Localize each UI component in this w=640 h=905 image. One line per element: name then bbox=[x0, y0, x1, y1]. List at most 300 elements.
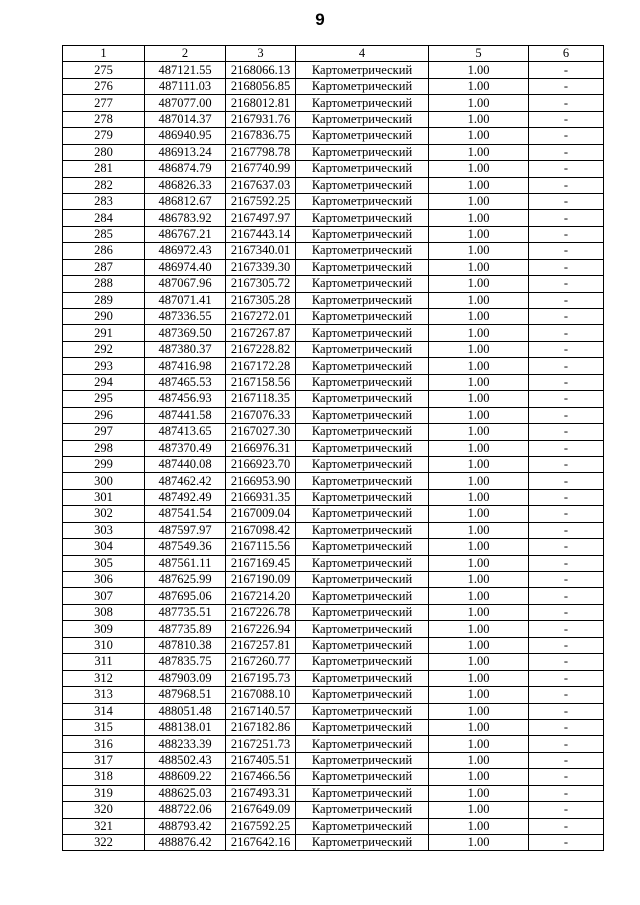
y-coordinate-cell: 2167118.35 bbox=[226, 391, 296, 407]
point-number-cell: 314 bbox=[63, 703, 145, 719]
table-row bbox=[63, 473, 604, 489]
method-cell: Картометрический bbox=[296, 572, 429, 588]
method-cell: Картометрический bbox=[296, 752, 429, 768]
y-coordinate-cell: 2167182.86 bbox=[226, 719, 296, 735]
x-coordinate-cell: 487441.58 bbox=[145, 407, 226, 423]
method-cell: Картометрический bbox=[296, 785, 429, 801]
table-row bbox=[63, 161, 604, 177]
x-coordinate-cell: 488793.42 bbox=[145, 818, 226, 834]
table-row bbox=[63, 588, 604, 604]
table-row bbox=[63, 276, 604, 292]
y-coordinate-cell: 2167214.20 bbox=[226, 588, 296, 604]
table-row bbox=[63, 687, 604, 703]
accuracy-cell: 1.00 bbox=[429, 489, 529, 505]
point-number-cell: 322 bbox=[63, 835, 145, 851]
point-number-cell: 287 bbox=[63, 259, 145, 275]
table-row bbox=[63, 424, 604, 440]
note-cell: - bbox=[529, 407, 604, 423]
y-coordinate-cell: 2167226.78 bbox=[226, 604, 296, 620]
note-cell: - bbox=[529, 785, 604, 801]
accuracy-cell: 1.00 bbox=[429, 736, 529, 752]
point-number-cell: 308 bbox=[63, 604, 145, 620]
accuracy-cell: 1.00 bbox=[429, 835, 529, 851]
x-coordinate-cell: 486940.95 bbox=[145, 128, 226, 144]
method-cell: Картометрический bbox=[296, 670, 429, 686]
method-cell: Картометрический bbox=[296, 243, 429, 259]
accuracy-cell: 1.00 bbox=[429, 341, 529, 357]
method-cell: Картометрический bbox=[296, 210, 429, 226]
point-number-cell: 285 bbox=[63, 226, 145, 242]
table-row bbox=[63, 802, 604, 818]
table-row bbox=[63, 374, 604, 390]
accuracy-cell: 1.00 bbox=[429, 456, 529, 472]
x-coordinate-cell: 486812.67 bbox=[145, 193, 226, 209]
note-cell: - bbox=[529, 835, 604, 851]
point-number-cell: 292 bbox=[63, 341, 145, 357]
point-number-cell: 321 bbox=[63, 818, 145, 834]
x-coordinate-cell: 487416.98 bbox=[145, 358, 226, 374]
accuracy-cell: 1.00 bbox=[429, 785, 529, 801]
x-coordinate-cell: 487370.49 bbox=[145, 440, 226, 456]
accuracy-cell: 1.00 bbox=[429, 292, 529, 308]
table-body bbox=[63, 62, 604, 851]
point-number-cell: 313 bbox=[63, 687, 145, 703]
note-cell: - bbox=[529, 588, 604, 604]
accuracy-cell: 1.00 bbox=[429, 802, 529, 818]
table-row bbox=[63, 243, 604, 259]
y-coordinate-cell: 2168066.13 bbox=[226, 62, 296, 78]
table-row bbox=[63, 193, 604, 209]
accuracy-cell: 1.00 bbox=[429, 391, 529, 407]
point-number-cell: 312 bbox=[63, 670, 145, 686]
method-cell: Картометрический bbox=[296, 802, 429, 818]
accuracy-cell: 1.00 bbox=[429, 572, 529, 588]
point-number-cell: 306 bbox=[63, 572, 145, 588]
table-row bbox=[63, 440, 604, 456]
note-cell: - bbox=[529, 670, 604, 686]
method-cell: Картометрический bbox=[296, 835, 429, 851]
method-cell: Картометрический bbox=[296, 177, 429, 193]
accuracy-cell: 1.00 bbox=[429, 670, 529, 686]
point-number-cell: 320 bbox=[63, 802, 145, 818]
y-coordinate-cell: 2167257.81 bbox=[226, 637, 296, 653]
x-coordinate-cell: 488051.48 bbox=[145, 703, 226, 719]
x-coordinate-cell: 486972.43 bbox=[145, 243, 226, 259]
method-cell: Картометрический bbox=[296, 604, 429, 620]
y-coordinate-cell: 2167098.42 bbox=[226, 522, 296, 538]
y-coordinate-cell: 2167267.87 bbox=[226, 325, 296, 341]
point-number-cell: 304 bbox=[63, 539, 145, 555]
y-coordinate-cell: 2167272.01 bbox=[226, 309, 296, 325]
x-coordinate-cell: 487111.03 bbox=[145, 78, 226, 94]
accuracy-cell: 1.00 bbox=[429, 769, 529, 785]
y-coordinate-cell: 2168012.81 bbox=[226, 95, 296, 111]
table-row bbox=[63, 719, 604, 735]
note-cell: - bbox=[529, 325, 604, 341]
note-cell: - bbox=[529, 210, 604, 226]
y-coordinate-cell: 2166976.31 bbox=[226, 440, 296, 456]
point-number-cell: 309 bbox=[63, 621, 145, 637]
method-cell: Картометрический bbox=[296, 407, 429, 423]
point-number-cell: 300 bbox=[63, 473, 145, 489]
method-cell: Картометрический bbox=[296, 687, 429, 703]
point-number-cell: 295 bbox=[63, 391, 145, 407]
point-number-cell: 298 bbox=[63, 440, 145, 456]
method-cell: Картометрический bbox=[296, 193, 429, 209]
accuracy-cell: 1.00 bbox=[429, 276, 529, 292]
column-header: 3 bbox=[226, 46, 296, 62]
accuracy-cell: 1.00 bbox=[429, 719, 529, 735]
table-row bbox=[63, 670, 604, 686]
note-cell: - bbox=[529, 736, 604, 752]
x-coordinate-cell: 486783.92 bbox=[145, 210, 226, 226]
accuracy-cell: 1.00 bbox=[429, 588, 529, 604]
accuracy-cell: 1.00 bbox=[429, 177, 529, 193]
y-coordinate-cell: 2167088.10 bbox=[226, 687, 296, 703]
method-cell: Картометрический bbox=[296, 489, 429, 505]
x-coordinate-cell: 487380.37 bbox=[145, 341, 226, 357]
x-coordinate-cell: 488233.39 bbox=[145, 736, 226, 752]
x-coordinate-cell: 487462.42 bbox=[145, 473, 226, 489]
point-number-cell: 297 bbox=[63, 424, 145, 440]
point-number-cell: 315 bbox=[63, 719, 145, 735]
y-coordinate-cell: 2167642.16 bbox=[226, 835, 296, 851]
x-coordinate-cell: 487625.99 bbox=[145, 572, 226, 588]
y-coordinate-cell: 2167115.56 bbox=[226, 539, 296, 555]
x-coordinate-cell: 487465.53 bbox=[145, 374, 226, 390]
method-cell: Картометрический bbox=[296, 506, 429, 522]
method-cell: Картометрический bbox=[296, 818, 429, 834]
x-coordinate-cell: 487369.50 bbox=[145, 325, 226, 341]
y-coordinate-cell: 2166931.35 bbox=[226, 489, 296, 505]
accuracy-cell: 1.00 bbox=[429, 687, 529, 703]
table-row bbox=[63, 506, 604, 522]
x-coordinate-cell: 488722.06 bbox=[145, 802, 226, 818]
y-coordinate-cell: 2167226.94 bbox=[226, 621, 296, 637]
note-cell: - bbox=[529, 539, 604, 555]
method-cell: Картометрический bbox=[296, 111, 429, 127]
x-coordinate-cell: 487067.96 bbox=[145, 276, 226, 292]
method-cell: Картометрический bbox=[296, 259, 429, 275]
x-coordinate-cell: 487336.55 bbox=[145, 309, 226, 325]
y-coordinate-cell: 2166923.70 bbox=[226, 456, 296, 472]
x-coordinate-cell: 486913.24 bbox=[145, 144, 226, 160]
table-row bbox=[63, 752, 604, 768]
note-cell: - bbox=[529, 309, 604, 325]
x-coordinate-cell: 486874.79 bbox=[145, 161, 226, 177]
y-coordinate-cell: 2167305.28 bbox=[226, 292, 296, 308]
y-coordinate-cell: 2167637.03 bbox=[226, 177, 296, 193]
column-header: 1 bbox=[63, 46, 145, 62]
table-row bbox=[63, 637, 604, 653]
y-coordinate-cell: 2167443.14 bbox=[226, 226, 296, 242]
y-coordinate-cell: 2167228.82 bbox=[226, 341, 296, 357]
method-cell: Картометрический bbox=[296, 95, 429, 111]
x-coordinate-cell: 487810.38 bbox=[145, 637, 226, 653]
point-number-cell: 280 bbox=[63, 144, 145, 160]
x-coordinate-cell: 487968.51 bbox=[145, 687, 226, 703]
note-cell: - bbox=[529, 473, 604, 489]
method-cell: Картометрический bbox=[296, 309, 429, 325]
note-cell: - bbox=[529, 802, 604, 818]
table-row bbox=[63, 769, 604, 785]
table-row bbox=[63, 489, 604, 505]
x-coordinate-cell: 487071.41 bbox=[145, 292, 226, 308]
y-coordinate-cell: 2167493.31 bbox=[226, 785, 296, 801]
method-cell: Картометрический bbox=[296, 226, 429, 242]
x-coordinate-cell: 487735.51 bbox=[145, 604, 226, 620]
y-coordinate-cell: 2167009.04 bbox=[226, 506, 296, 522]
method-cell: Картометрический bbox=[296, 719, 429, 735]
method-cell: Картометрический bbox=[296, 769, 429, 785]
note-cell: - bbox=[529, 752, 604, 768]
accuracy-cell: 1.00 bbox=[429, 752, 529, 768]
method-cell: Картометрический bbox=[296, 588, 429, 604]
note-cell: - bbox=[529, 769, 604, 785]
y-coordinate-cell: 2167027.30 bbox=[226, 424, 296, 440]
point-number-cell: 310 bbox=[63, 637, 145, 653]
method-cell: Картометрический bbox=[296, 341, 429, 357]
table-row bbox=[63, 572, 604, 588]
accuracy-cell: 1.00 bbox=[429, 111, 529, 127]
note-cell: - bbox=[529, 128, 604, 144]
accuracy-cell: 1.00 bbox=[429, 555, 529, 571]
table-row bbox=[63, 128, 604, 144]
x-coordinate-cell: 488609.22 bbox=[145, 769, 226, 785]
method-cell: Картометрический bbox=[296, 161, 429, 177]
table-row bbox=[63, 144, 604, 160]
table-row bbox=[63, 259, 604, 275]
point-number-cell: 289 bbox=[63, 292, 145, 308]
note-cell: - bbox=[529, 687, 604, 703]
x-coordinate-cell: 487597.97 bbox=[145, 522, 226, 538]
note-cell: - bbox=[529, 62, 604, 78]
x-coordinate-cell: 487014.37 bbox=[145, 111, 226, 127]
accuracy-cell: 1.00 bbox=[429, 243, 529, 259]
method-cell: Картометрический bbox=[296, 325, 429, 341]
method-cell: Картометрический bbox=[296, 621, 429, 637]
note-cell: - bbox=[529, 719, 604, 735]
point-number-cell: 283 bbox=[63, 193, 145, 209]
note-cell: - bbox=[529, 703, 604, 719]
table-row bbox=[63, 325, 604, 341]
accuracy-cell: 1.00 bbox=[429, 259, 529, 275]
y-coordinate-cell: 2167195.73 bbox=[226, 670, 296, 686]
note-cell: - bbox=[529, 292, 604, 308]
table-row bbox=[63, 604, 604, 620]
accuracy-cell: 1.00 bbox=[429, 144, 529, 160]
column-header: 5 bbox=[429, 46, 529, 62]
y-coordinate-cell: 2167260.77 bbox=[226, 654, 296, 670]
accuracy-cell: 1.00 bbox=[429, 522, 529, 538]
x-coordinate-cell: 487549.36 bbox=[145, 539, 226, 555]
x-coordinate-cell: 487561.11 bbox=[145, 555, 226, 571]
page-number: 9 bbox=[315, 10, 325, 29]
note-cell: - bbox=[529, 456, 604, 472]
accuracy-cell: 1.00 bbox=[429, 62, 529, 78]
table-row bbox=[63, 703, 604, 719]
y-coordinate-cell: 2167649.09 bbox=[226, 802, 296, 818]
x-coordinate-cell: 488625.03 bbox=[145, 785, 226, 801]
note-cell: - bbox=[529, 506, 604, 522]
accuracy-cell: 1.00 bbox=[429, 210, 529, 226]
method-cell: Картометрический bbox=[296, 292, 429, 308]
table-row bbox=[63, 292, 604, 308]
table-header-row bbox=[63, 46, 604, 62]
y-coordinate-cell: 2167405.51 bbox=[226, 752, 296, 768]
table-row bbox=[63, 539, 604, 555]
coordinates-table bbox=[62, 45, 604, 851]
method-cell: Картометрический bbox=[296, 473, 429, 489]
method-cell: Картометрический bbox=[296, 374, 429, 390]
y-coordinate-cell: 2167798.78 bbox=[226, 144, 296, 160]
point-number-cell: 290 bbox=[63, 309, 145, 325]
method-cell: Картометрический bbox=[296, 539, 429, 555]
accuracy-cell: 1.00 bbox=[429, 621, 529, 637]
table-row bbox=[63, 818, 604, 834]
x-coordinate-cell: 487413.65 bbox=[145, 424, 226, 440]
method-cell: Картометрический bbox=[296, 276, 429, 292]
note-cell: - bbox=[529, 489, 604, 505]
method-cell: Картометрический bbox=[296, 358, 429, 374]
table-row bbox=[63, 621, 604, 637]
accuracy-cell: 1.00 bbox=[429, 374, 529, 390]
point-number-cell: 293 bbox=[63, 358, 145, 374]
y-coordinate-cell: 2168056.85 bbox=[226, 78, 296, 94]
accuracy-cell: 1.00 bbox=[429, 539, 529, 555]
method-cell: Картометрический bbox=[296, 637, 429, 653]
y-coordinate-cell: 2166953.90 bbox=[226, 473, 296, 489]
point-number-cell: 286 bbox=[63, 243, 145, 259]
note-cell: - bbox=[529, 818, 604, 834]
point-number-cell: 305 bbox=[63, 555, 145, 571]
method-cell: Картометрический bbox=[296, 736, 429, 752]
x-coordinate-cell: 487903.09 bbox=[145, 670, 226, 686]
note-cell: - bbox=[529, 177, 604, 193]
x-coordinate-cell: 487077.00 bbox=[145, 95, 226, 111]
accuracy-cell: 1.00 bbox=[429, 358, 529, 374]
note-cell: - bbox=[529, 654, 604, 670]
x-coordinate-cell: 487456.93 bbox=[145, 391, 226, 407]
note-cell: - bbox=[529, 440, 604, 456]
accuracy-cell: 1.00 bbox=[429, 78, 529, 94]
column-header: 4 bbox=[296, 46, 429, 62]
method-cell: Картометрический bbox=[296, 62, 429, 78]
method-cell: Картометрический bbox=[296, 144, 429, 160]
x-coordinate-cell: 487121.55 bbox=[145, 62, 226, 78]
point-number-cell: 284 bbox=[63, 210, 145, 226]
accuracy-cell: 1.00 bbox=[429, 325, 529, 341]
x-coordinate-cell: 486974.40 bbox=[145, 259, 226, 275]
accuracy-cell: 1.00 bbox=[429, 424, 529, 440]
note-cell: - bbox=[529, 276, 604, 292]
table-row bbox=[63, 555, 604, 571]
accuracy-cell: 1.00 bbox=[429, 604, 529, 620]
accuracy-cell: 1.00 bbox=[429, 407, 529, 423]
point-number-cell: 318 bbox=[63, 769, 145, 785]
method-cell: Картометрический bbox=[296, 78, 429, 94]
y-coordinate-cell: 2167836.75 bbox=[226, 128, 296, 144]
y-coordinate-cell: 2167931.76 bbox=[226, 111, 296, 127]
point-number-cell: 301 bbox=[63, 489, 145, 505]
table-row bbox=[63, 736, 604, 752]
method-cell: Картометрический bbox=[296, 128, 429, 144]
point-number-cell: 291 bbox=[63, 325, 145, 341]
accuracy-cell: 1.00 bbox=[429, 128, 529, 144]
point-number-cell: 317 bbox=[63, 752, 145, 768]
table-row bbox=[63, 226, 604, 242]
note-cell: - bbox=[529, 637, 604, 653]
accuracy-cell: 1.00 bbox=[429, 440, 529, 456]
y-coordinate-cell: 2167251.73 bbox=[226, 736, 296, 752]
x-coordinate-cell: 488876.42 bbox=[145, 835, 226, 851]
accuracy-cell: 1.00 bbox=[429, 193, 529, 209]
point-number-cell: 288 bbox=[63, 276, 145, 292]
note-cell: - bbox=[529, 572, 604, 588]
accuracy-cell: 1.00 bbox=[429, 309, 529, 325]
y-coordinate-cell: 2167140.57 bbox=[226, 703, 296, 719]
y-coordinate-cell: 2167158.56 bbox=[226, 374, 296, 390]
point-number-cell: 307 bbox=[63, 588, 145, 604]
note-cell: - bbox=[529, 144, 604, 160]
y-coordinate-cell: 2167466.56 bbox=[226, 769, 296, 785]
note-cell: - bbox=[529, 161, 604, 177]
method-cell: Картометрический bbox=[296, 703, 429, 719]
y-coordinate-cell: 2167305.72 bbox=[226, 276, 296, 292]
method-cell: Картометрический bbox=[296, 456, 429, 472]
point-number-cell: 296 bbox=[63, 407, 145, 423]
point-number-cell: 299 bbox=[63, 456, 145, 472]
accuracy-cell: 1.00 bbox=[429, 473, 529, 489]
y-coordinate-cell: 2167076.33 bbox=[226, 407, 296, 423]
accuracy-cell: 1.00 bbox=[429, 226, 529, 242]
x-coordinate-cell: 487835.75 bbox=[145, 654, 226, 670]
table-row bbox=[63, 835, 604, 851]
table-row bbox=[63, 341, 604, 357]
y-coordinate-cell: 2167339.30 bbox=[226, 259, 296, 275]
point-number-cell: 276 bbox=[63, 78, 145, 94]
note-cell: - bbox=[529, 555, 604, 571]
note-cell: - bbox=[529, 391, 604, 407]
method-cell: Картометрический bbox=[296, 654, 429, 670]
table-row bbox=[63, 111, 604, 127]
note-cell: - bbox=[529, 111, 604, 127]
x-coordinate-cell: 488502.43 bbox=[145, 752, 226, 768]
y-coordinate-cell: 2167169.45 bbox=[226, 555, 296, 571]
table-row bbox=[63, 62, 604, 78]
table-row bbox=[63, 309, 604, 325]
y-coordinate-cell: 2167740.99 bbox=[226, 161, 296, 177]
method-cell: Картометрический bbox=[296, 522, 429, 538]
table-row bbox=[63, 210, 604, 226]
point-number-cell: 303 bbox=[63, 522, 145, 538]
table-row bbox=[63, 177, 604, 193]
note-cell: - bbox=[529, 78, 604, 94]
note-cell: - bbox=[529, 358, 604, 374]
point-number-cell: 302 bbox=[63, 506, 145, 522]
table-row bbox=[63, 654, 604, 670]
accuracy-cell: 1.00 bbox=[429, 95, 529, 111]
table-row bbox=[63, 456, 604, 472]
note-cell: - bbox=[529, 341, 604, 357]
accuracy-cell: 1.00 bbox=[429, 818, 529, 834]
note-cell: - bbox=[529, 95, 604, 111]
note-cell: - bbox=[529, 193, 604, 209]
y-coordinate-cell: 2167592.25 bbox=[226, 818, 296, 834]
x-coordinate-cell: 487735.89 bbox=[145, 621, 226, 637]
point-number-cell: 277 bbox=[63, 95, 145, 111]
note-cell: - bbox=[529, 374, 604, 390]
